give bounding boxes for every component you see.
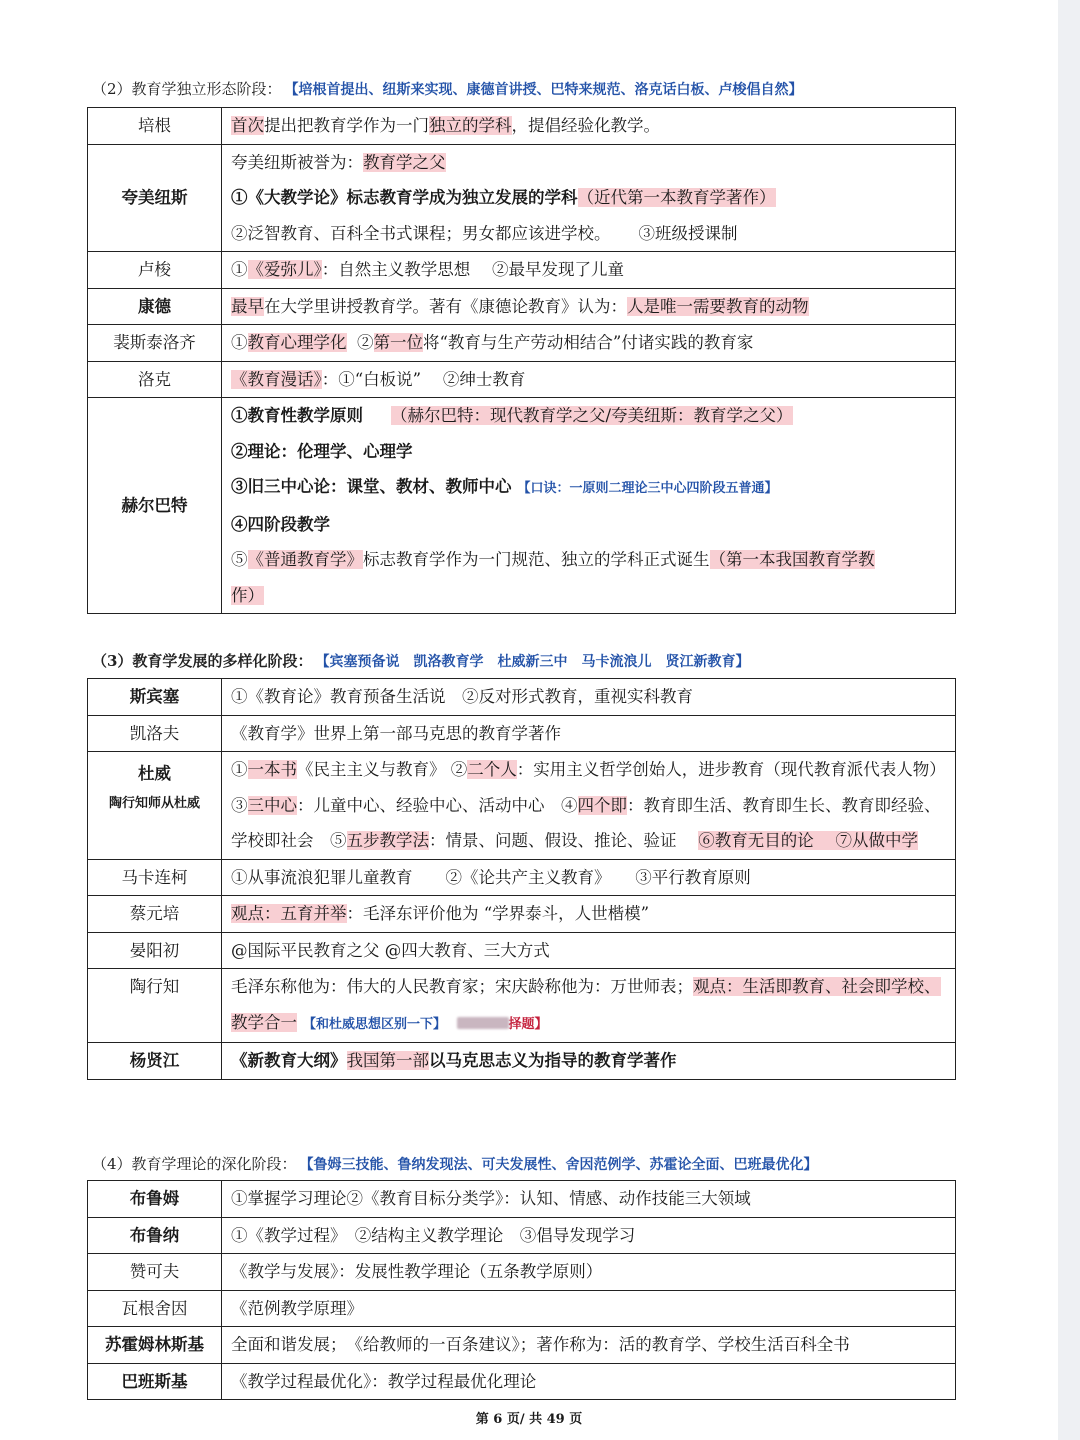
table-row — [88, 752, 956, 860]
mnemonic: 【口诀：一原则二理论三中心四阶段五普通】 — [517, 481, 778, 496]
highlight: 我国第一部 — [346, 1051, 429, 1070]
row-content: @国际平民教育之父 @四大教育、三大方式 — [222, 932, 956, 969]
row-name: 杨贤江 — [88, 1043, 222, 1080]
row-content — [222, 108, 956, 145]
section-3-title — [92, 650, 749, 671]
table-row — [88, 398, 956, 614]
highlight: 教育学之父 — [363, 152, 446, 172]
text: ②泛智教育、百科全书式课程；男女都应该进学校。 — [231, 223, 611, 243]
section-2-table — [87, 107, 956, 614]
row-name: 巴班斯基 — [88, 1363, 222, 1400]
highlight: 首次 — [231, 116, 264, 135]
text: ：儿童中心、经验中心、活动中心 ④ — [297, 795, 578, 815]
text: ①教育性教学原则 — [231, 406, 363, 425]
text: ③班级授课制 — [638, 223, 738, 243]
text: 夸美纽斯被誉为： — [231, 152, 363, 172]
highlight: 观点：生活即教育、社会即学校、教学合一 — [231, 977, 941, 1032]
row-name: 康德 — [88, 288, 222, 325]
highlight: 《普通教育学》 — [247, 550, 363, 569]
text: 将“教育与生产劳动相结合”付诸实践的教育家 — [423, 333, 754, 352]
highlight: 一本书 — [247, 760, 297, 779]
row-content — [222, 144, 956, 252]
text: ②理论：伦理学、心理学 — [231, 441, 413, 461]
text: ：毛泽东评价他为 “学界泰斗，人世楷模” — [346, 904, 650, 923]
text: ② — [357, 333, 374, 352]
table-row — [88, 1181, 956, 1218]
table-row — [88, 1043, 956, 1080]
highlight: 四个即 — [577, 795, 627, 815]
row-content — [222, 288, 956, 325]
highlight: 第一位 — [373, 333, 423, 352]
row-name: 斯宾塞 — [88, 679, 222, 716]
row-name: 凯洛夫 — [88, 715, 222, 752]
text: ① — [231, 760, 248, 779]
row-name: 布鲁纳 — [88, 1217, 222, 1254]
row-content — [222, 361, 956, 398]
table-row — [88, 325, 956, 362]
text: ④四阶段教学 — [231, 514, 330, 534]
text: 毛泽东称他为：伟大的人民教育家；宋庆龄称他为：万世师表； — [231, 977, 693, 996]
highlight: 观点：五育并举 — [231, 904, 347, 923]
section-4-mnemonic: 【鲁姆三技能、鲁纳发现法、可夫发展性、舍因范例学、苏霍论全面、巴班最优化】 — [306, 1157, 818, 1173]
row-content — [222, 896, 956, 933]
table-row — [88, 361, 956, 398]
row-content — [222, 1043, 956, 1080]
highlight: 二个人 — [467, 760, 517, 779]
row-name: 陶行知 — [88, 969, 222, 1043]
row-content — [222, 325, 956, 362]
table-row — [88, 1217, 956, 1254]
text: 《民主主义与教育》 ② — [297, 760, 468, 779]
text: 陶行知师从杜威 — [108, 795, 200, 811]
row-name: 卢梭 — [88, 252, 222, 289]
tag: 择题】 — [508, 1016, 548, 1032]
row-name: 裴斯泰洛齐 — [88, 325, 222, 362]
section-3-table — [87, 678, 960, 1080]
highlight: 《爱弥儿》 — [247, 260, 322, 279]
text: ③旧三中心论：课堂、教材、教师中心 — [231, 477, 512, 496]
highlight: 人是唯一需要教育的动物 — [627, 296, 809, 316]
highlight: 作） — [231, 585, 264, 605]
table-row — [88, 932, 956, 969]
text: 杜威 — [138, 764, 171, 783]
highlight: ⑥教育无目的论 ⑦从做中学 — [698, 831, 918, 850]
text: ：实用主义哲学创始人，进步教育（现代教育派代表人物） ③ — [231, 760, 960, 815]
text: ① — [231, 260, 248, 279]
text: 标志教育学作为一门规范、独立的学科正式诞生 — [363, 550, 710, 569]
row-content: 《教育学》世界上第一部马克思的教育学著作 — [222, 715, 956, 752]
table-row — [88, 1363, 956, 1400]
highlight: 教育心理学化 — [247, 333, 347, 352]
highlight: （近代第一本教育学著作） — [577, 188, 776, 207]
table-row — [88, 679, 956, 716]
highlight: 独立的学科 — [429, 116, 512, 135]
row-content: ①《教学过程》 ②结构主义教学理论 ③倡导发现学习 — [222, 1217, 956, 1254]
row-content: 全面和谐发展； 《给教师的一百条建议》；著作称为：活的教育学、学校生活百科全书 — [222, 1327, 956, 1364]
section-2-heading: （2）教育学独立形态阶段： — [92, 80, 282, 98]
text: ⑤ — [231, 550, 248, 569]
text: 以马克思志义为指导的教育学著作 — [429, 1051, 677, 1070]
table-row — [88, 969, 956, 1043]
text: 提出把教育学作为一门 — [264, 116, 429, 135]
table-row — [88, 1254, 956, 1291]
text: 在大学里讲授教育学。著有《康德论教育》认为： — [264, 296, 627, 316]
row-content: ①从事流浪犯罪儿童教育 ②《论共产主义教育》 ③平行教育原则 — [222, 859, 956, 896]
row-content: 《教学与发展》：发展性教学理论（五条教学原则） — [222, 1254, 956, 1291]
section-2-title — [92, 78, 803, 99]
section-4-heading: （4）教育学理论的深化阶段： — [92, 1155, 297, 1173]
page-sidebar — [1058, 0, 1080, 1440]
table-row — [88, 896, 956, 933]
text: ：情景、问题、假设、推论、验证 — [429, 831, 699, 850]
section-3-heading: （3）教育学发展的多样化阶段： — [92, 652, 313, 670]
row-name — [88, 752, 222, 860]
row-name: 蔡元培 — [88, 896, 222, 933]
row-name: 马卡连柯 — [88, 859, 222, 896]
highlight: 五步教学法 — [346, 831, 429, 850]
row-name: 晏阳初 — [88, 932, 222, 969]
highlight: 最早 — [231, 296, 264, 316]
redacted-mark — [457, 1017, 509, 1029]
text: ：教育即生活、教育即生长、教育即经验、学校即社会 ⑤ — [231, 795, 941, 850]
table-row — [88, 859, 956, 896]
text: ① — [231, 333, 248, 352]
row-content — [222, 969, 956, 1043]
row-content — [222, 252, 956, 289]
row-name: 赞可夫 — [88, 1254, 222, 1291]
text: ，提倡经验化教学。 — [511, 116, 660, 135]
row-content — [222, 398, 956, 614]
section-3-mnemonic: 【宾塞预备说 凯洛教育学 杜威新三中 马卡流浪儿 贤江新教育】 — [322, 654, 750, 670]
row-name: 瓦根舍因 — [88, 1290, 222, 1327]
section-4-title — [92, 1153, 818, 1174]
row-content: ①掌握学习理论②《教育目标分类学》：认知、情感、动作技能三大领域 — [222, 1181, 956, 1218]
row-name: 夸美纽斯 — [88, 144, 222, 252]
text: ①《大教学论》标志教育学成为独立发展的学科 — [231, 188, 578, 207]
row-name: 培根 — [88, 108, 222, 145]
section-2-mnemonic: 【培根首提出、纽斯来实现、康德首讲授、巴特来规范、洛克话白板、卢梭倡自然】 — [291, 82, 803, 98]
highlight: （赫尔巴特：现代教育学之父/夸美纽斯：教育学之父） — [391, 406, 793, 425]
text: ：①“白板说” ②绅士教育 — [321, 369, 526, 389]
row-name: 赫尔巴特 — [88, 398, 222, 614]
text: 《新教育大纲》 — [231, 1051, 347, 1070]
table-row — [88, 252, 956, 289]
row-content — [222, 752, 960, 860]
table-row — [88, 108, 956, 145]
section-4-table — [87, 1180, 956, 1400]
row-name: 洛克 — [88, 361, 222, 398]
row-content: ①《教育论》教育预备生活说 ②反对形式教育，重视实科教育 — [222, 679, 956, 716]
row-name: 苏霍姆林斯基 — [88, 1327, 222, 1364]
mnemonic: 【和杜威思想区别一下】 — [303, 1016, 447, 1032]
table-row — [88, 144, 956, 252]
highlight: 《教育漫话》 — [231, 369, 322, 389]
text: ：自然主义教学思想 ②最早发现了儿童 — [321, 260, 624, 279]
row-content: 《范例教学原理》 — [222, 1290, 956, 1327]
row-name: 布鲁姆 — [88, 1181, 222, 1218]
page-number: 第 6 页/ 共 49 页 — [475, 1412, 583, 1427]
highlight: 三中心 — [247, 795, 297, 815]
table-row — [88, 1327, 956, 1364]
table-row — [88, 288, 956, 325]
table-row — [88, 1290, 956, 1327]
table-row — [88, 715, 956, 752]
highlight: （第一本我国教育学教 — [709, 550, 875, 569]
row-content: 《教学过程最优化》：教学过程最优化理论 — [222, 1363, 956, 1400]
